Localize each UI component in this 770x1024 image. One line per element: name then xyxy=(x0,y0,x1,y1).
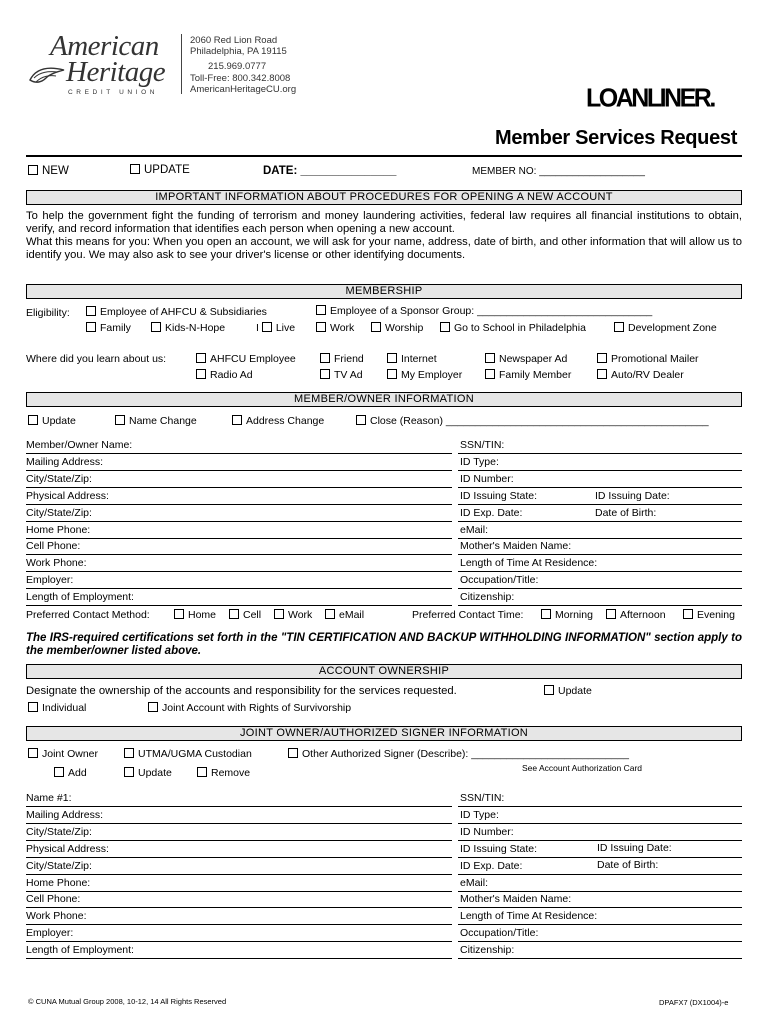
jo-right-field[interactable]: Length of Time At Residence: xyxy=(460,910,598,923)
auto-option[interactable] xyxy=(597,369,684,381)
individual-label: Individual xyxy=(42,702,87,714)
mo-right-underline xyxy=(458,453,742,454)
close-label: Close (Reason) _____________________________________________ xyxy=(370,415,709,427)
mo-left-field[interactable]: Physical Address: xyxy=(26,489,109,502)
jo-right-field[interactable]: Occupation/Title: xyxy=(460,927,539,940)
pref-home-label: Home xyxy=(188,609,217,621)
add-option[interactable] xyxy=(54,767,87,779)
ownership-header: ACCOUNT OWNERSHIP xyxy=(26,664,742,679)
jo-right-field[interactable]: ID Exp. Date: xyxy=(460,859,523,872)
remove-label: Remove xyxy=(211,767,251,779)
auto-label: Auto/RV Dealer xyxy=(611,369,684,381)
ownership-update-checkbox[interactable] xyxy=(544,685,554,695)
jo-right-field[interactable]: eMail: xyxy=(460,876,489,889)
jo-left-underline xyxy=(26,823,452,824)
see-card-note: See Account Authorization Card xyxy=(522,763,643,773)
internet-checkbox[interactable] xyxy=(387,353,397,363)
update-option[interactable] xyxy=(130,164,190,176)
afternoon-option[interactable] xyxy=(606,609,666,621)
friend-checkbox[interactable] xyxy=(320,353,330,363)
jo-right-field[interactable]: Mother's Maiden Name: xyxy=(460,893,572,906)
logo-tagline: CREDIT UNION xyxy=(68,89,159,96)
promo-checkbox[interactable] xyxy=(597,353,607,363)
update-checkbox[interactable] xyxy=(130,164,140,174)
logo-line2: Heritage xyxy=(66,56,166,88)
work-option[interactable] xyxy=(316,322,354,334)
mo-left-field[interactable]: Member/Owner Name: xyxy=(26,439,133,451)
devzone-checkbox[interactable] xyxy=(614,322,624,332)
mo-left-underline xyxy=(26,571,452,572)
mo-left-field[interactable]: City/State/Zip: xyxy=(26,472,92,485)
promo-label: Promotional Mailer xyxy=(611,353,699,365)
jo-right-underline xyxy=(458,924,742,925)
mo-right-field[interactable]: Occupation/Title: xyxy=(460,574,539,587)
family-option[interactable] xyxy=(86,322,131,334)
member-owner-header: MEMBER/OWNER INFORMATION xyxy=(26,392,742,407)
morning-option[interactable] xyxy=(541,609,593,621)
mo-right-field[interactable]: Mother's Maiden Name: xyxy=(460,540,572,553)
jo-right-underline xyxy=(458,840,742,841)
mo-right-underline xyxy=(458,470,742,471)
important-para1: To help the government fight the funding of terrorism and money laundering activities, federal law requires all financial institutions to obtain, verify, and record information that identifies each person when opening a new account. xyxy=(26,210,742,235)
jo-left-underline xyxy=(26,924,452,925)
afternoon-label: Afternoon xyxy=(620,609,666,621)
newspaper-label: Newspaper Ad xyxy=(499,353,568,365)
internet-option[interactable] xyxy=(387,353,437,365)
joint-account-label: Joint Account with Rights of Survivorship xyxy=(162,702,352,714)
individual-checkbox[interactable] xyxy=(28,702,38,712)
mo-issue-date[interactable]: ID Issuing Date: xyxy=(595,490,670,502)
jo-right-underline xyxy=(458,823,742,824)
mo-right-underline xyxy=(458,538,742,539)
employee-option[interactable] xyxy=(86,306,267,318)
mo-right-field[interactable]: ID Exp. Date: xyxy=(460,506,523,519)
devzone-option[interactable] xyxy=(614,322,717,334)
mo-left-underline xyxy=(26,453,452,454)
evening-checkbox[interactable] xyxy=(683,609,693,619)
jo-right-field[interactable]: SSN/TIN: xyxy=(460,792,505,804)
jo-right-underline xyxy=(458,958,742,959)
mo-left-underline xyxy=(26,470,452,471)
jo-left-field[interactable]: Work Phone: xyxy=(26,910,87,923)
other-signer-label: Other Authorized Signer (Describe): ___________________________ xyxy=(302,748,629,760)
close-checkbox[interactable] xyxy=(356,415,366,425)
address-web: AmericanHeritageCU.org xyxy=(190,83,297,95)
logo-line1: American xyxy=(50,30,159,62)
update-label: UPDATE xyxy=(144,164,190,176)
logo-divider xyxy=(181,34,182,94)
jo-left-underline xyxy=(26,857,452,858)
mo-right-underline xyxy=(458,504,742,505)
irs-note: The IRS-required certifications set forth in the "TIN CERTIFICATION AND BACKUP WITHHOLDING INFORMATION" section apply to the member/owner listed above. xyxy=(26,632,742,657)
mo-update-option[interactable] xyxy=(28,415,76,427)
devzone-label: Development Zone xyxy=(628,322,717,334)
sponsor-checkbox[interactable] xyxy=(316,305,326,315)
jo-left-field[interactable]: Cell Phone: xyxy=(26,893,81,906)
sponsor-option[interactable] xyxy=(316,305,652,317)
my-employer-checkbox[interactable] xyxy=(387,369,397,379)
family-member-label: Family Member xyxy=(499,369,572,381)
credit-union-address xyxy=(190,35,296,95)
jo-left-underline xyxy=(26,958,452,959)
ahfcu-employee-checkbox[interactable] xyxy=(196,353,206,363)
pref-cell-checkbox[interactable] xyxy=(229,609,239,619)
afternoon-checkbox[interactable] xyxy=(606,609,616,619)
mo-left-underline xyxy=(26,521,452,522)
worship-option[interactable] xyxy=(371,322,423,334)
family-member-checkbox[interactable] xyxy=(485,369,495,379)
ownership-update-label: Update xyxy=(558,685,592,697)
mo-left-underline xyxy=(26,487,452,488)
mo-left-underline xyxy=(26,588,452,589)
jo-left-field[interactable]: Length of Employment: xyxy=(26,944,134,957)
live-checkbox[interactable] xyxy=(262,322,272,332)
utma-checkbox[interactable] xyxy=(124,748,134,758)
mo-left-underline xyxy=(26,538,452,539)
worship-label: Worship xyxy=(385,322,424,334)
newspaper-option[interactable] xyxy=(485,353,567,365)
title-rule xyxy=(26,155,742,157)
jo-left-field[interactable]: Physical Address: xyxy=(26,842,109,855)
mo-left-field[interactable]: Home Phone: xyxy=(26,523,91,536)
address-phone: 215.969.0777 xyxy=(208,61,267,73)
live-prefix: I xyxy=(256,322,259,334)
family-checkbox[interactable] xyxy=(86,322,96,332)
pref-work-checkbox[interactable] xyxy=(274,609,284,619)
morning-checkbox[interactable] xyxy=(541,609,551,619)
jo-left-underline xyxy=(26,907,452,908)
ownership-update-option[interactable] xyxy=(544,685,592,697)
form-title: Member Services Request xyxy=(495,127,738,149)
mo-right-field[interactable]: ID Number: xyxy=(460,472,514,485)
membership-header: MEMBERSHIP xyxy=(26,284,742,299)
jo-right-underline xyxy=(458,806,742,807)
evening-label: Evening xyxy=(697,609,735,621)
pref-email-label: eMail xyxy=(339,609,365,621)
jo-left-underline xyxy=(26,840,452,841)
mo-right-field[interactable]: ID Type: xyxy=(460,455,499,468)
name-change-option[interactable] xyxy=(115,415,197,427)
pref-cell-label: Cell xyxy=(243,609,262,621)
joint-owner-label: Joint Owner xyxy=(42,748,99,760)
address-change-checkbox[interactable] xyxy=(232,415,242,425)
mo-right-field[interactable]: ID Issuing State: xyxy=(460,489,538,502)
other-signer-checkbox[interactable] xyxy=(288,748,298,758)
address-change-label: Address Change xyxy=(246,415,325,427)
friend-label: Friend xyxy=(334,353,364,365)
school-label: Go to School in Philadelphia xyxy=(454,322,586,334)
mo-left-field[interactable]: Cell Phone: xyxy=(26,540,81,553)
mo-left-field[interactable]: Length of Employment: xyxy=(26,591,134,604)
learn-label: Where did you learn about us: xyxy=(26,353,167,365)
pref-email-checkbox[interactable] xyxy=(325,609,335,619)
jo-dob[interactable]: Date of Birth: xyxy=(597,859,659,871)
family-member-option[interactable] xyxy=(485,369,571,381)
address-city: Philadelphia, PA 19115 xyxy=(190,46,287,58)
jo-left-field[interactable]: Employer: xyxy=(26,927,74,940)
pref-work-option[interactable] xyxy=(274,609,312,621)
radio-option[interactable] xyxy=(196,369,253,381)
eagle-icon xyxy=(28,62,66,88)
internet-label: Internet xyxy=(401,353,437,365)
mo-right-field[interactable]: Length of Time At Residence: xyxy=(460,557,598,570)
mo-left-underline xyxy=(26,554,452,555)
pref-email-option[interactable] xyxy=(325,609,364,621)
jo-right-field[interactable]: Citizenship: xyxy=(460,944,515,957)
add-checkbox[interactable] xyxy=(54,767,64,777)
new-checkbox[interactable] xyxy=(28,165,38,175)
member-no-field[interactable]: MEMBER NO: ___________________ xyxy=(472,166,645,177)
joint-account-checkbox[interactable] xyxy=(148,702,158,712)
pref-home-checkbox[interactable] xyxy=(174,609,184,619)
form-code: DPAFX7 (DX1004)-e xyxy=(659,998,729,1007)
work-label: Work xyxy=(330,322,355,334)
school-checkbox[interactable] xyxy=(440,322,450,332)
jo-right-underline xyxy=(458,941,742,942)
jo-left-field[interactable]: Name #1: xyxy=(26,792,72,804)
mo-left-field[interactable]: Work Phone: xyxy=(26,557,87,570)
employee-label: Employee of AHFCU & Subsidiaries xyxy=(100,306,267,318)
pref-home-option[interactable] xyxy=(174,609,216,621)
joint-owner-option[interactable] xyxy=(28,748,98,760)
mo-right-underline xyxy=(458,588,742,589)
my-employer-option[interactable] xyxy=(387,369,462,381)
jo-issue-date[interactable]: ID Issuing Date: xyxy=(597,842,672,854)
designate-text: Designate the ownership of the accounts and responsibility for the services requested. xyxy=(26,685,457,697)
jo-right-underline xyxy=(458,874,742,875)
copyright: © CUNA Mutual Group 2008, 10-12, 14 All Rights Reserved xyxy=(28,997,227,1006)
my-employer-label: My Employer xyxy=(401,369,463,381)
jo-right-field[interactable]: ID Type: xyxy=(460,808,499,821)
jo-right-underline xyxy=(458,857,742,858)
mo-left-field[interactable]: Employer: xyxy=(26,574,74,587)
joint-account-option[interactable] xyxy=(148,702,351,714)
other-signer-option[interactable] xyxy=(288,748,629,760)
jo-left-field[interactable]: City/State/Zip: xyxy=(26,859,92,872)
important-info-header: IMPORTANT INFORMATION ABOUT PROCEDURES FOR OPENING A NEW ACCOUNT xyxy=(26,190,742,205)
kids-option[interactable] xyxy=(151,322,225,334)
pref-cell-option[interactable] xyxy=(229,609,261,621)
jo-right-underline xyxy=(458,907,742,908)
important-para2: What this means for you: When you open an account, we will ask for your name, address, date of birth, and other information that will allow us to identify you. We may also ask to see your driver's license or other identifying documents. xyxy=(26,236,742,261)
mo-right-field[interactable]: eMail: xyxy=(460,523,489,536)
morning-label: Morning xyxy=(555,609,593,621)
jo-right-field[interactable]: ID Number: xyxy=(460,825,514,838)
work-checkbox[interactable] xyxy=(316,322,326,332)
jo-left-field[interactable]: City/State/Zip: xyxy=(26,825,92,838)
utma-label: UTMA/UGMA Custodian xyxy=(138,748,252,760)
pref-time-label: Preferred Contact Time: xyxy=(412,609,524,621)
jo-left-underline xyxy=(26,891,452,892)
live-label: Live xyxy=(275,322,296,334)
jo-left-underline xyxy=(26,941,452,942)
mo-right-field[interactable]: SSN/TIN: xyxy=(460,439,505,451)
address-change-option[interactable] xyxy=(232,415,324,427)
mo-right-underline xyxy=(458,554,742,555)
jo-right-underline xyxy=(458,891,742,892)
mo-left-field[interactable]: Mailing Address: xyxy=(26,455,104,468)
utma-option[interactable] xyxy=(124,748,252,760)
mo-left-field[interactable]: City/State/Zip: xyxy=(26,506,92,519)
evening-option[interactable] xyxy=(683,609,735,621)
remove-checkbox[interactable] xyxy=(197,767,207,777)
joint-update-label: Update xyxy=(138,767,172,779)
credit-union-logo xyxy=(28,30,178,100)
jo-left-underline xyxy=(26,874,452,875)
friend-option[interactable] xyxy=(320,353,364,365)
mo-left-underline xyxy=(26,605,452,606)
live-option[interactable] xyxy=(256,322,295,334)
close-option[interactable] xyxy=(356,415,709,427)
kids-label: Kids-N-Hope xyxy=(165,322,226,334)
sponsor-label: Employee of a Sponsor Group: ______________________________ xyxy=(330,305,653,317)
address-tollfree: Toll-Free: 800.342.8008 xyxy=(190,72,291,84)
pref-method-label: Preferred Contact Method: xyxy=(26,609,150,621)
jo-left-field[interactable]: Mailing Address: xyxy=(26,808,104,821)
date-field[interactable]: DATE: _______________ xyxy=(263,165,397,177)
new-label: NEW xyxy=(42,165,69,177)
address-street: 2060 Red Lion Road xyxy=(190,35,278,46)
family-label: Family xyxy=(100,322,131,334)
auto-checkbox[interactable] xyxy=(597,369,607,379)
mo-right-underline xyxy=(458,487,742,488)
radio-checkbox[interactable] xyxy=(196,369,206,379)
jo-right-field[interactable]: ID Issuing State: xyxy=(460,842,538,855)
mo-update-label: Update xyxy=(42,415,76,427)
remove-option[interactable] xyxy=(197,767,250,779)
joint-owner-checkbox[interactable] xyxy=(28,748,38,758)
radio-label: Radio Ad xyxy=(210,369,253,381)
joint-update-checkbox[interactable] xyxy=(124,767,134,777)
kids-checkbox[interactable] xyxy=(151,322,161,332)
tv-option[interactable] xyxy=(320,369,363,381)
mo-right-field[interactable]: Citizenship: xyxy=(460,591,515,604)
newspaper-checkbox[interactable] xyxy=(485,353,495,363)
mo-right-underline xyxy=(458,571,742,572)
ahfcu-employee-label: AHFCU Employee xyxy=(210,353,296,365)
mo-right-underline xyxy=(458,605,742,606)
ahfcu-employee-option[interactable] xyxy=(196,353,296,365)
employee-checkbox[interactable] xyxy=(86,306,96,316)
loanliner-logo: LOANLINER. xyxy=(586,83,714,113)
name-change-checkbox[interactable] xyxy=(115,415,125,425)
pref-work-label: Work xyxy=(288,609,313,621)
joint-update-option[interactable] xyxy=(124,767,172,779)
worship-checkbox[interactable] xyxy=(371,322,381,332)
tv-label: TV Ad xyxy=(334,369,363,381)
mo-right-underline xyxy=(458,521,742,522)
add-label: Add xyxy=(68,767,87,779)
name-change-label: Name Change xyxy=(129,415,197,427)
jo-left-underline xyxy=(26,806,452,807)
mo-dob[interactable]: Date of Birth: xyxy=(595,507,657,519)
tv-checkbox[interactable] xyxy=(320,369,330,379)
school-option[interactable] xyxy=(440,322,586,334)
mo-left-underline xyxy=(26,504,452,505)
eligibility-label: Eligibility: xyxy=(26,307,70,319)
jo-left-field[interactable]: Home Phone: xyxy=(26,876,91,889)
mo-update-checkbox[interactable] xyxy=(28,415,38,425)
new-option[interactable] xyxy=(28,165,69,177)
joint-header: JOINT OWNER/AUTHORIZED SIGNER INFORMATION xyxy=(26,726,742,741)
promo-option[interactable] xyxy=(597,353,699,365)
individual-option[interactable] xyxy=(28,702,86,714)
